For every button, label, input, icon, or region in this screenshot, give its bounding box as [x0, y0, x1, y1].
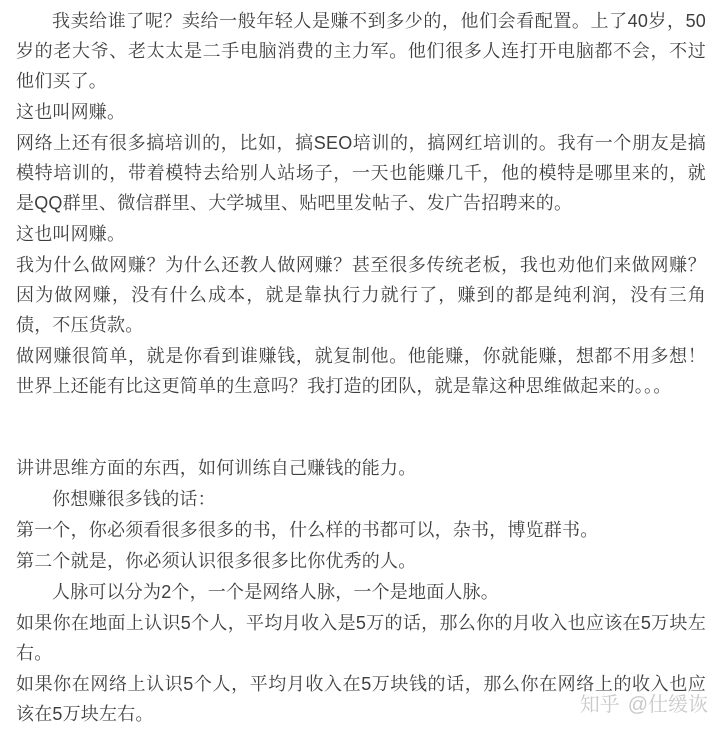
- paragraph: 我为什么做网赚？为什么还教人做网赚？甚至很多传统老板，我也劝他们来做网赚？因为做网赚，没有什么成本，就是靠执行力就行了，赚到的都是纯利润，没有三角债，不压货款。: [16, 255, 706, 335]
- zhihu-watermark: [580, 694, 708, 716]
- paragraph: 第二个就是，你必须认识很多很多比你优秀的人。: [16, 551, 417, 571]
- watermark-username: @仕缓诙: [627, 694, 708, 716]
- zhihu-brand-text: 知乎: [579, 694, 620, 716]
- paragraph: 我卖给谁了呢？卖给一般年轻人是赚不到多少的，他们会看配置。上了40岁，50岁的老大爷、老太太是二手电脑消费的主力军。他们很多人连打开电脑都不会，不过他们买了。: [16, 11, 706, 91]
- paragraph: 人脉可以分为2个，一个是网络人脉，一个是地面人脉。: [52, 582, 500, 602]
- paragraph: 第一个，你必须看很多很多的书，什么样的书都可以，杂书，博览群书。: [16, 520, 599, 540]
- paragraph: 这也叫网赚。: [16, 224, 126, 244]
- paragraph: 讲讲思维方面的东西，如何训练自己赚钱的能力。: [16, 458, 417, 478]
- paragraph: 如果你在地面上认识5个人，平均月收入是5万的话，那么你的月收入也应该在5万块左右。: [16, 613, 706, 663]
- paragraph: 做网赚很简单，就是你看到谁赚钱，就复制他。他能赚，你就能赚，想都不用多想！世界上还能有比这更简单的生意吗？我打造的团队，就是靠这种思维做起来的。。。: [16, 346, 706, 396]
- paragraph: 你想赚很多钱的话：: [52, 489, 216, 509]
- paragraph: 网络上还有很多搞培训的，比如，搞SEO培训的，搞网红培训的。我有一个朋友是搞模特培训的，带着模特去给别人站场子，一天也能赚几千，他的模特是哪里来的，就是QQ群里、微信群里、大学城里、贴吧里发帖子、发广告招聘来的。: [16, 133, 706, 213]
- paragraph: 这也叫网赚。: [16, 102, 126, 122]
- paragraph: 如果你在网络上认识5个人，平均月收入在5万块钱的话，那么你在网络上的收入也应该在5万块左右。: [16, 674, 706, 724]
